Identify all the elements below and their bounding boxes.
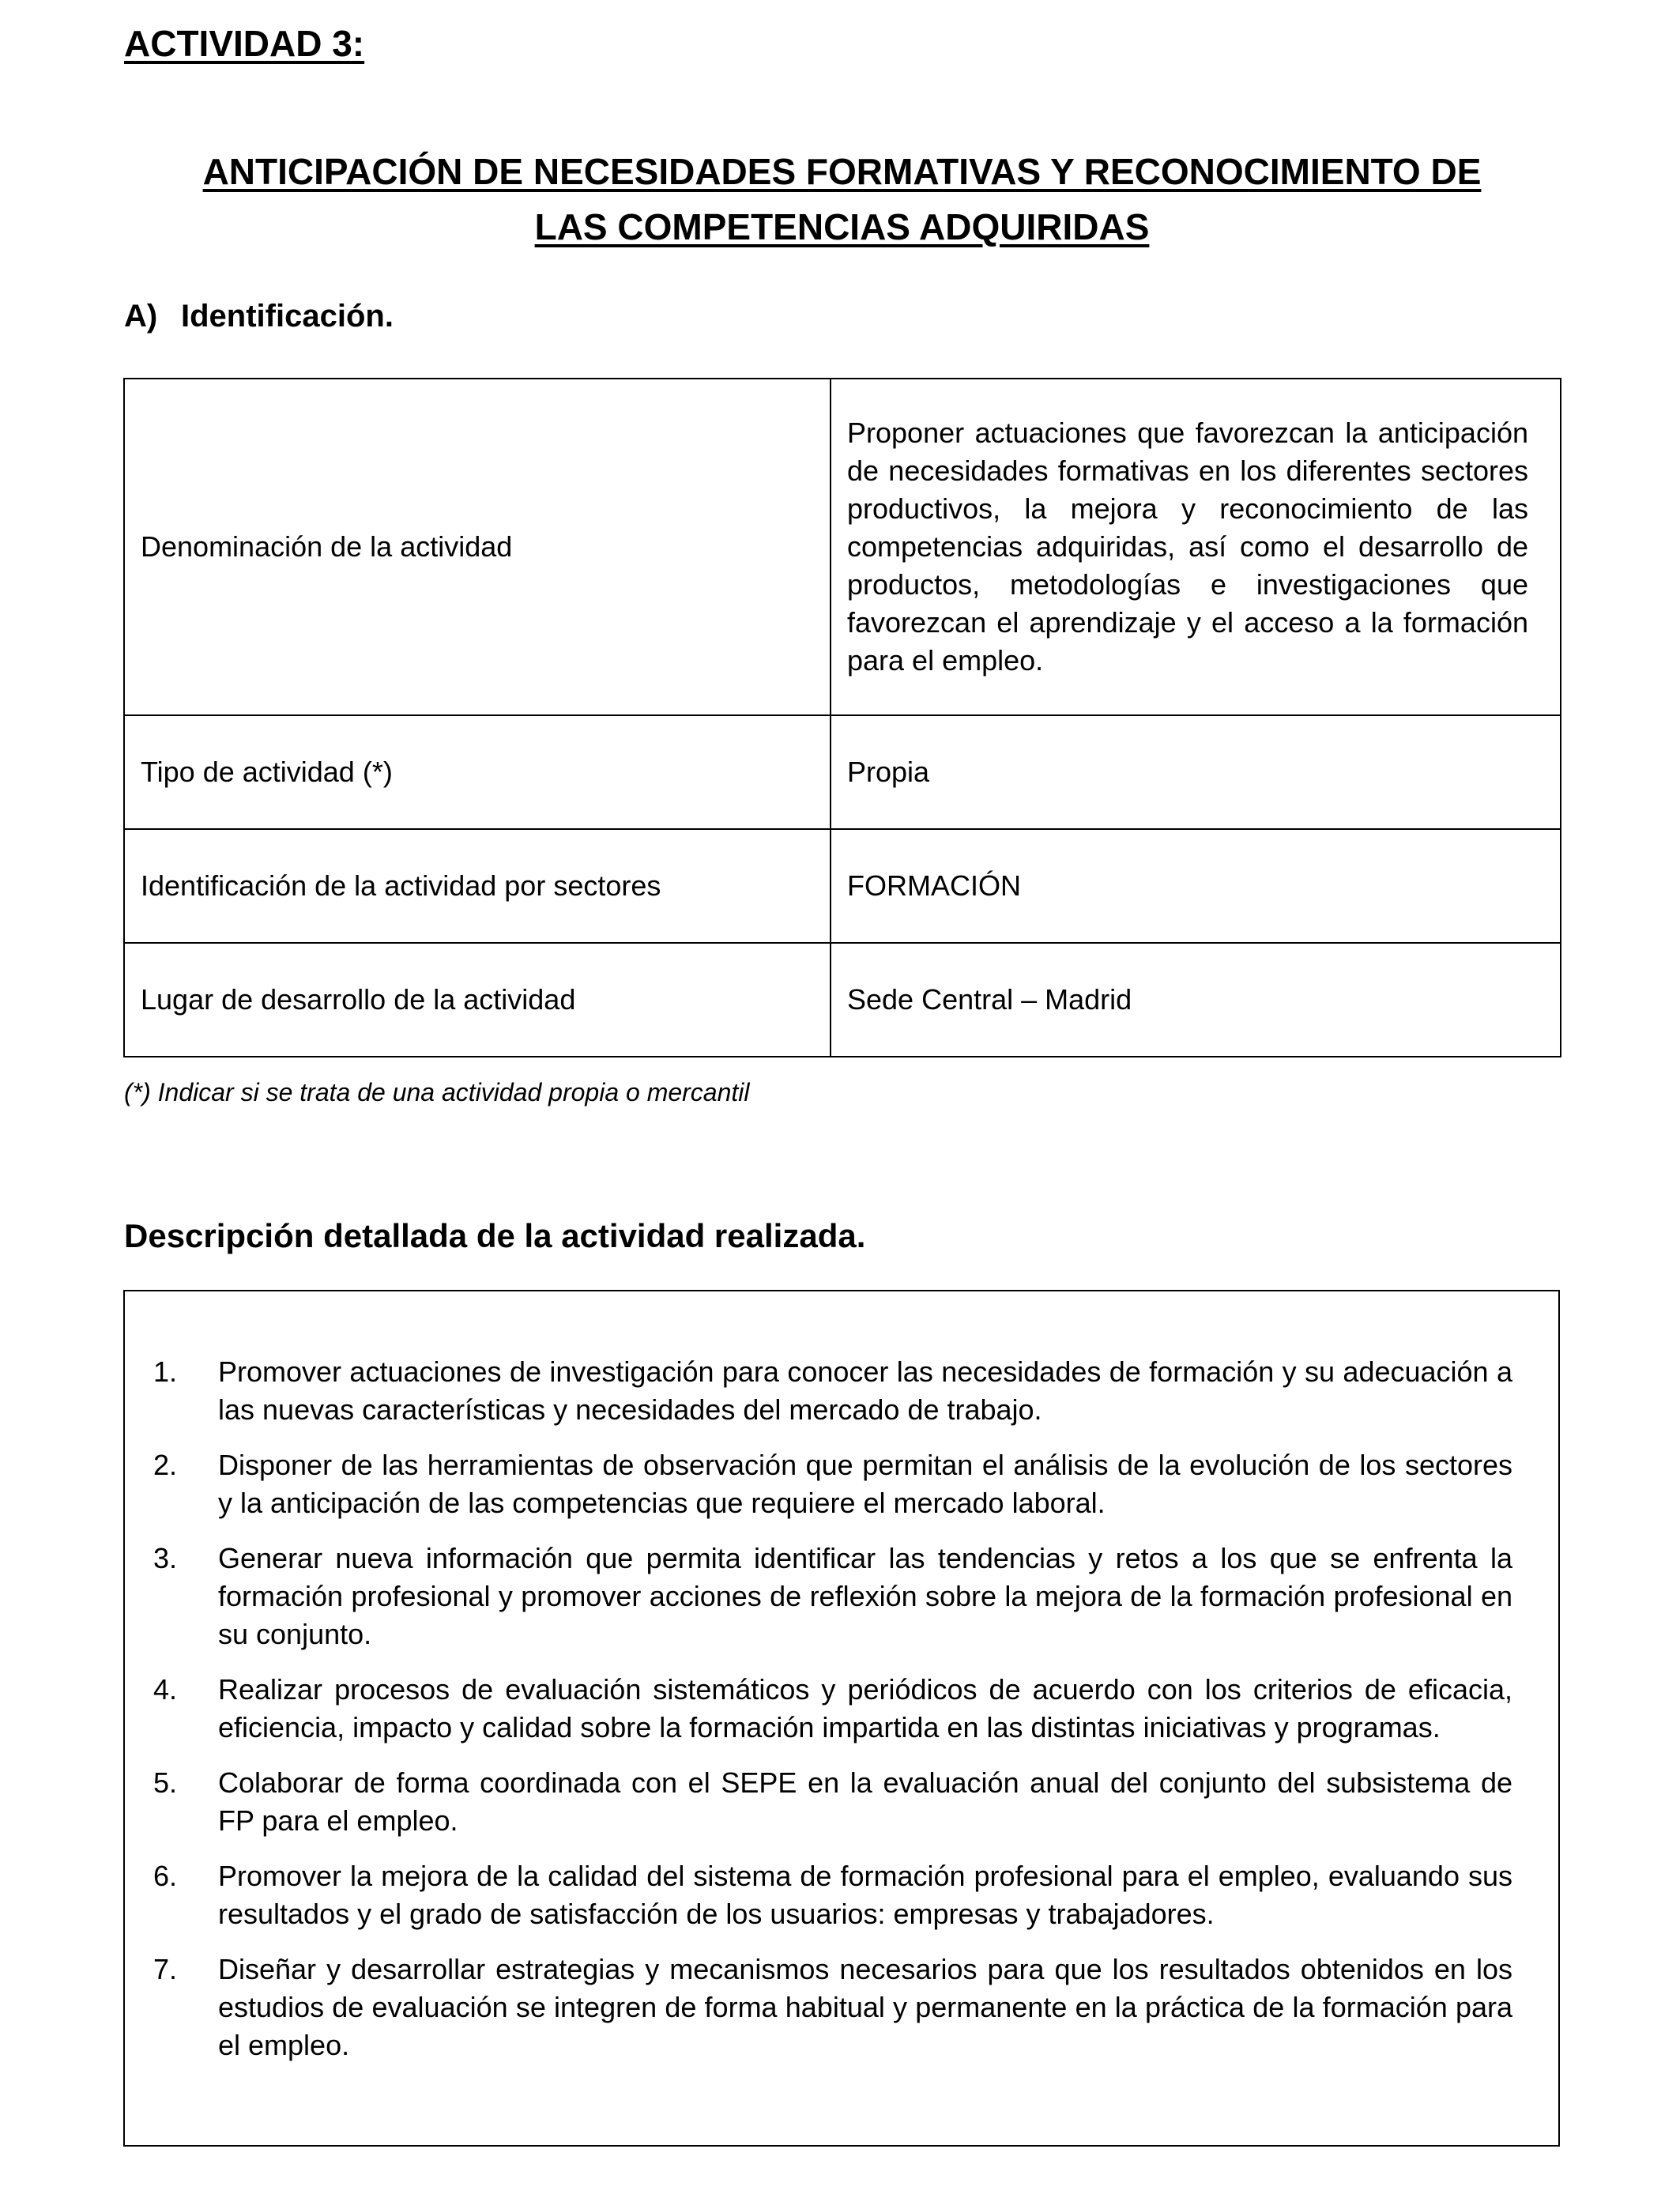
list-item — [147, 1671, 1512, 1747]
list-item-number: 5. — [153, 1766, 178, 1799]
list-item-number: 2. — [153, 1449, 178, 1481]
section-a-letter: A) — [124, 299, 158, 334]
page-title-line-2: LAS COMPETENCIAS ADQUIRIDAS — [534, 206, 1150, 247]
table-row — [124, 715, 1561, 829]
list-item-text: Diseñar y desarrollar estrategias y mecanismos necesarios para que los resultados obtenidos en los estudios de evaluación se integren de forma habitual y permanente en la práctica de la formación para el empleo. — [218, 1953, 1512, 2061]
list-item-number: 4. — [153, 1673, 178, 1706]
list-item-text: Disponer de las herramientas de observación que permitan el análisis de la evolución de los sectores y la anticipación de las competencias que requiere el mercado laboral. — [218, 1449, 1512, 1519]
list-item-text: Colaborar de forma coordinada con el SEPE en la evaluación anual del conjunto del subsistema de FP para el empleo. — [218, 1766, 1512, 1837]
list-item — [147, 1857, 1512, 1933]
list-item — [147, 1353, 1512, 1429]
list-item-number: 1. — [153, 1355, 178, 1388]
table-footnote: (*) Indicar si se trata de una actividad propia o mercantil — [124, 1078, 750, 1106]
table-row — [124, 829, 1561, 943]
table-cell-label: Denominación de la actividad — [124, 379, 831, 715]
list-item — [147, 1951, 1512, 2064]
table-cell-value: FORMACIÓN — [831, 829, 1561, 943]
section-a-title: Identificación. — [181, 299, 394, 334]
table-row — [124, 379, 1561, 715]
table-row — [124, 943, 1561, 1057]
identification-table — [123, 378, 1561, 1057]
table-cell-value: Sede Central – Madrid — [831, 943, 1561, 1057]
list-item — [147, 1540, 1512, 1653]
table-cell-label: Identificación de la actividad por sectores — [124, 829, 831, 943]
list-item — [147, 1764, 1512, 1840]
list-item-text: Realizar procesos de evaluación sistemáticos y periódicos de acuerdo con los criterios de eficacia, eficiencia, impacto y calidad sobre la formación impartida en las distintas iniciativas y programas. — [218, 1673, 1512, 1744]
table-cell-label: Lugar de desarrollo de la actividad — [124, 943, 831, 1057]
list-item-text: Promover actuaciones de investigación para conocer las necesidades de formación y su adecuación a las nuevas características y necesidades del mercado de trabajo. — [218, 1355, 1512, 1426]
activity-label: ACTIVIDAD 3: — [124, 23, 365, 64]
list-item-text: Promover la mejora de la calidad del sistema de formación profesional para el empleo, evaluando sus resultados y el grado de satisfacción de los usuarios: empresas y trabajadores. — [218, 1860, 1512, 1930]
description-heading: Descripción detallada de la actividad realizada. — [124, 1217, 866, 1254]
description-box — [123, 1290, 1560, 2147]
section-a-heading — [124, 299, 394, 334]
page-title-line-1: ANTICIPACIÓN DE NECESIDADES FORMATIVAS Y RECONOCIMIENTO DE — [202, 151, 1482, 192]
table-cell-value: Propia — [831, 715, 1561, 829]
page-title — [124, 144, 1560, 254]
table-cell-label: Tipo de actividad (*) — [124, 715, 831, 829]
description-list — [147, 1353, 1512, 2064]
list-item-number: 7. — [153, 1953, 178, 1985]
table-cell-value: Proponer actuaciones que favorezcan la anticipación de necesidades formativas en los diferentes sectores productivos, la mejora y reconocimiento de las competencias adquiridas, así como el desarrollo de productos, metodologías e investigaciones que favorezcan el aprendizaje y el acceso a la formación para el empleo. — [831, 379, 1561, 715]
list-item-text: Generar nueva información que permita identificar las tendencias y retos a los que se enfrenta la formación profesional y promover acciones de reflexión sobre la mejora de la formación profesional en su conjunto. — [218, 1542, 1512, 1650]
list-item-number: 3. — [153, 1542, 178, 1574]
list-item — [147, 1446, 1512, 1522]
list-item-number: 6. — [153, 1860, 178, 1892]
